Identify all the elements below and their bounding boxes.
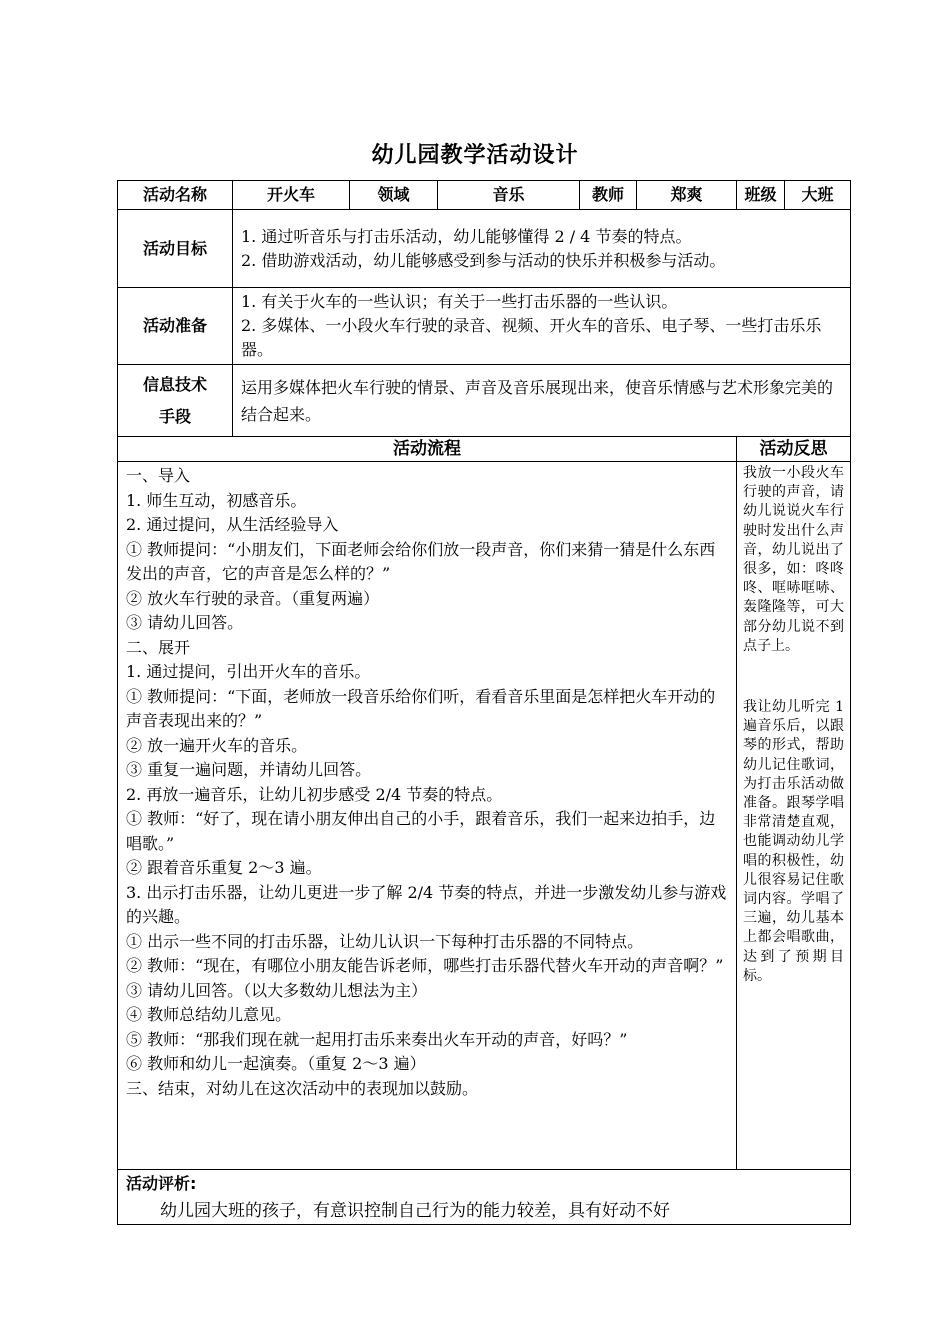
flow-line: ③ 请幼儿回答。 (126, 613, 244, 632)
prep-row (118, 288, 851, 365)
flow-line: ④ 教师总结幼儿意见。 (126, 1005, 292, 1024)
activity-name-value: 开火车 (233, 181, 350, 210)
class-label: 班级 (737, 181, 785, 210)
teacher-value: 郑爽 (637, 181, 737, 210)
flow-line: ① 出示一些不同的打击乐器，让幼儿认识一下每种打击乐器的不同特点。 (126, 931, 644, 951)
flow-content (118, 462, 737, 1170)
tech-label-line2: 手段 (158, 406, 191, 426)
flow-line: ② 放火车行驶的录音。（重复两遍） (126, 588, 380, 608)
prep-content (233, 288, 851, 365)
goal-line: 1. 通过听音乐与打击乐活动，幼儿能够懂得 2 / 4 节奏的特点。 (241, 226, 692, 246)
flow-line: 1. 师生互动，初感音乐。 (126, 490, 307, 510)
evaluation-content (118, 1170, 851, 1225)
header-row (118, 181, 851, 210)
tech-label (118, 365, 233, 437)
evaluation-header: 活动评析: (126, 1174, 197, 1193)
field-value: 音乐 (438, 181, 580, 210)
flow-line: ① 教师：“好了，现在请小朋友伸出自己的小手，跟着音乐，我们一起来边拍手，边唱歌。” (126, 809, 716, 853)
goal-line: 2. 借助游戏活动，幼儿能够感受到参与活动的快乐并积极参与活动。 (241, 250, 726, 270)
flow-line: 1. 通过提问，引出开火车的音乐。 (126, 662, 371, 681)
goals-content (233, 210, 851, 288)
reflection-paragraph-2: 我让幼儿听完 1 遍音乐后，以跟琴的形式，帮助幼儿记住歌词，为打击乐活动做准备。跟琴学唱非常清楚直观，也能调动幼儿学唱的积极性，幼儿很容易记住歌词内容。学唱了三遍，幼儿基本上都会唱歌曲，达到了预期目标。 (743, 699, 844, 984)
tech-content (233, 365, 851, 437)
flow-line: 一、导入 (126, 466, 191, 485)
reflection-header: 活动反思 (737, 437, 851, 462)
goals-label: 活动目标 (118, 210, 233, 288)
flow-line: 三、结束，对幼儿在这次活动中的表现加以鼓励。 (126, 1078, 479, 1098)
activity-design-table (117, 180, 851, 1225)
evaluation-row (118, 1170, 851, 1225)
flow-line: ② 教师：“现在，有哪位小朋友能告诉老师，哪些打击乐器代替火车开动的声音啊？” (126, 956, 724, 975)
flow-line: 二、展开 (126, 637, 191, 657)
activity-name-label: 活动名称 (118, 181, 233, 210)
flow-line: 2. 再放一遍音乐，让幼儿初步感受 2/4 节奏的特点。 (126, 784, 503, 804)
tech-label-line1: 信息技术 (142, 374, 207, 394)
flow-line: ③ 请幼儿回答。（以大多数幼儿想法为主） (126, 980, 428, 1000)
flow-row (118, 462, 851, 1170)
flow-header-row (118, 437, 851, 462)
prep-line: 2. 多媒体、一小段火车行驶的录音、视频、开火车的音乐、电子琴、一些打击乐乐器。 (241, 316, 822, 359)
flow-line: ② 跟着音乐重复 2～3 遍。 (126, 858, 322, 877)
flow-line: ③ 重复一遍问题，并请幼儿回答。 (126, 760, 372, 779)
flow-line: ⑤ 教师：“那我们现在就一起用打击乐来奏出火车开动的声音，好吗？” (126, 1029, 628, 1049)
flow-line: ⑥ 教师和幼儿一起演奏。（重复 2～3 遍） (126, 1054, 426, 1073)
goals-row (118, 210, 851, 288)
reflection-content (737, 462, 851, 1170)
flow-line: ② 放一遍开火车的音乐。 (126, 735, 308, 755)
flow-line: 2. 通过提问，从生活经验导入 (126, 515, 339, 534)
tech-text: 运用多媒体把火车行驶的情景、声音及音乐展现出来，使音乐情感与艺术形象完美的结合起来。 (241, 377, 834, 424)
reflection-paragraph-1: 我放一小段火车行驶的声音，请幼儿说说火车行驶时发出什么声音，幼儿说出了很多，如：咚咚咚、哐哧哐哧、轰隆隆等，可大部分幼儿说不到点子上。 (743, 465, 844, 654)
flow-line: 3. 出示打击乐器，让幼儿更进一步了解 2/4 节奏的特点，并进一步激发幼儿参与游戏的兴趣。 (126, 882, 727, 926)
prep-label: 活动准备 (118, 288, 233, 365)
evaluation-text: 幼儿园大班的孩子，有意识控制自己行为的能力较差，具有好动不好 (160, 1201, 670, 1221)
flow-header: 活动流程 (118, 437, 737, 462)
field-label: 领域 (350, 181, 438, 210)
page-title: 幼儿园教学活动设计 (371, 143, 579, 168)
prep-line: 1. 有关于火车的一些认识；有关于一些打击乐器的一些认识。 (241, 292, 678, 311)
class-value: 大班 (785, 181, 851, 210)
tech-row (118, 365, 851, 437)
flow-line: ① 教师提问：“小朋友们，下面老师会给你们放一段声音，你们来猜一猜是什么东西发出的声音，它的声音是怎么样的？” (126, 539, 716, 583)
teacher-label: 教师 (580, 181, 637, 210)
flow-line: ① 教师提问：“下面，老师放一段音乐给你们听，看看音乐里面是怎样把火车开动的声音表现出来的？” (126, 686, 716, 730)
